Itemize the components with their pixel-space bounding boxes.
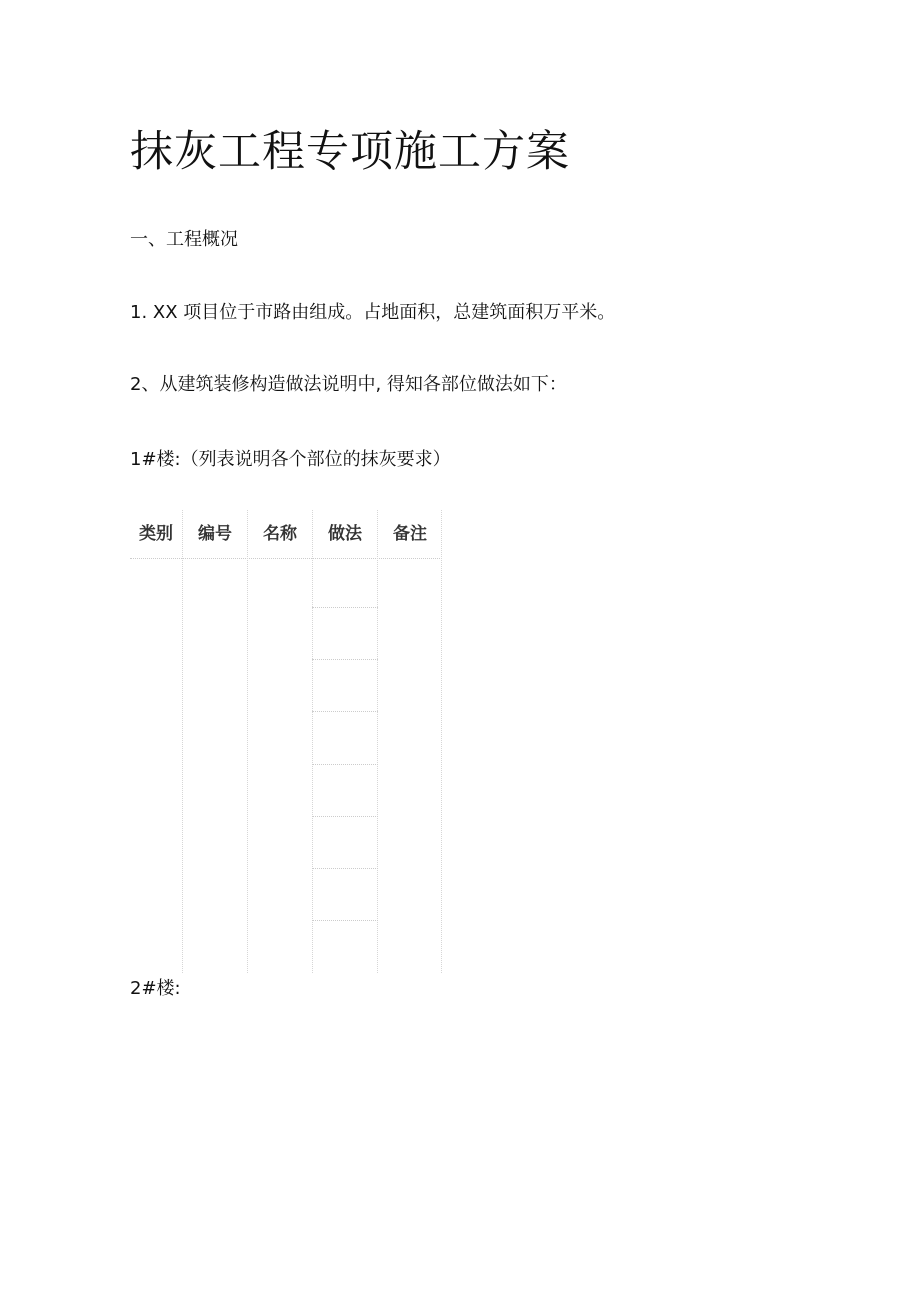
table-row-divider bbox=[312, 607, 378, 608]
paragraph-project-location: 1. XX 项目位于市路由组成。占地面积，总建筑面积万平米。 bbox=[130, 302, 616, 323]
table-header-rule bbox=[130, 558, 442, 559]
table-column-divider bbox=[247, 510, 248, 973]
table-header-number: 编号 bbox=[198, 524, 232, 544]
table-row-divider bbox=[312, 868, 378, 869]
table-column-divider bbox=[377, 510, 378, 973]
table-header-remark: 备注 bbox=[393, 524, 427, 544]
building-1-caption: 1#楼:（列表说明各个部位的抹灰要求） bbox=[130, 449, 451, 470]
section-heading: 一、工程概况 bbox=[130, 229, 238, 250]
table-row-divider bbox=[312, 920, 378, 921]
table-row-divider bbox=[312, 711, 378, 712]
table-header-name: 名称 bbox=[263, 524, 297, 544]
table-header-category: 类别 bbox=[139, 524, 173, 544]
table-column-divider bbox=[441, 510, 442, 973]
table-column-divider bbox=[182, 510, 183, 973]
plaster-method-table bbox=[130, 510, 442, 973]
building-2-caption: 2#楼: bbox=[130, 978, 181, 999]
table-row-divider bbox=[312, 816, 378, 817]
table-column-divider bbox=[312, 510, 313, 973]
paragraph-decoration-notes: 2、从建筑装修构造做法说明中, 得知各部位做法如下： bbox=[130, 374, 567, 395]
table-row-divider bbox=[312, 659, 378, 660]
table-header-method: 做法 bbox=[328, 524, 362, 544]
table-row-divider bbox=[312, 764, 378, 765]
document-title: 抹灰工程专项施工方案 bbox=[130, 127, 570, 177]
